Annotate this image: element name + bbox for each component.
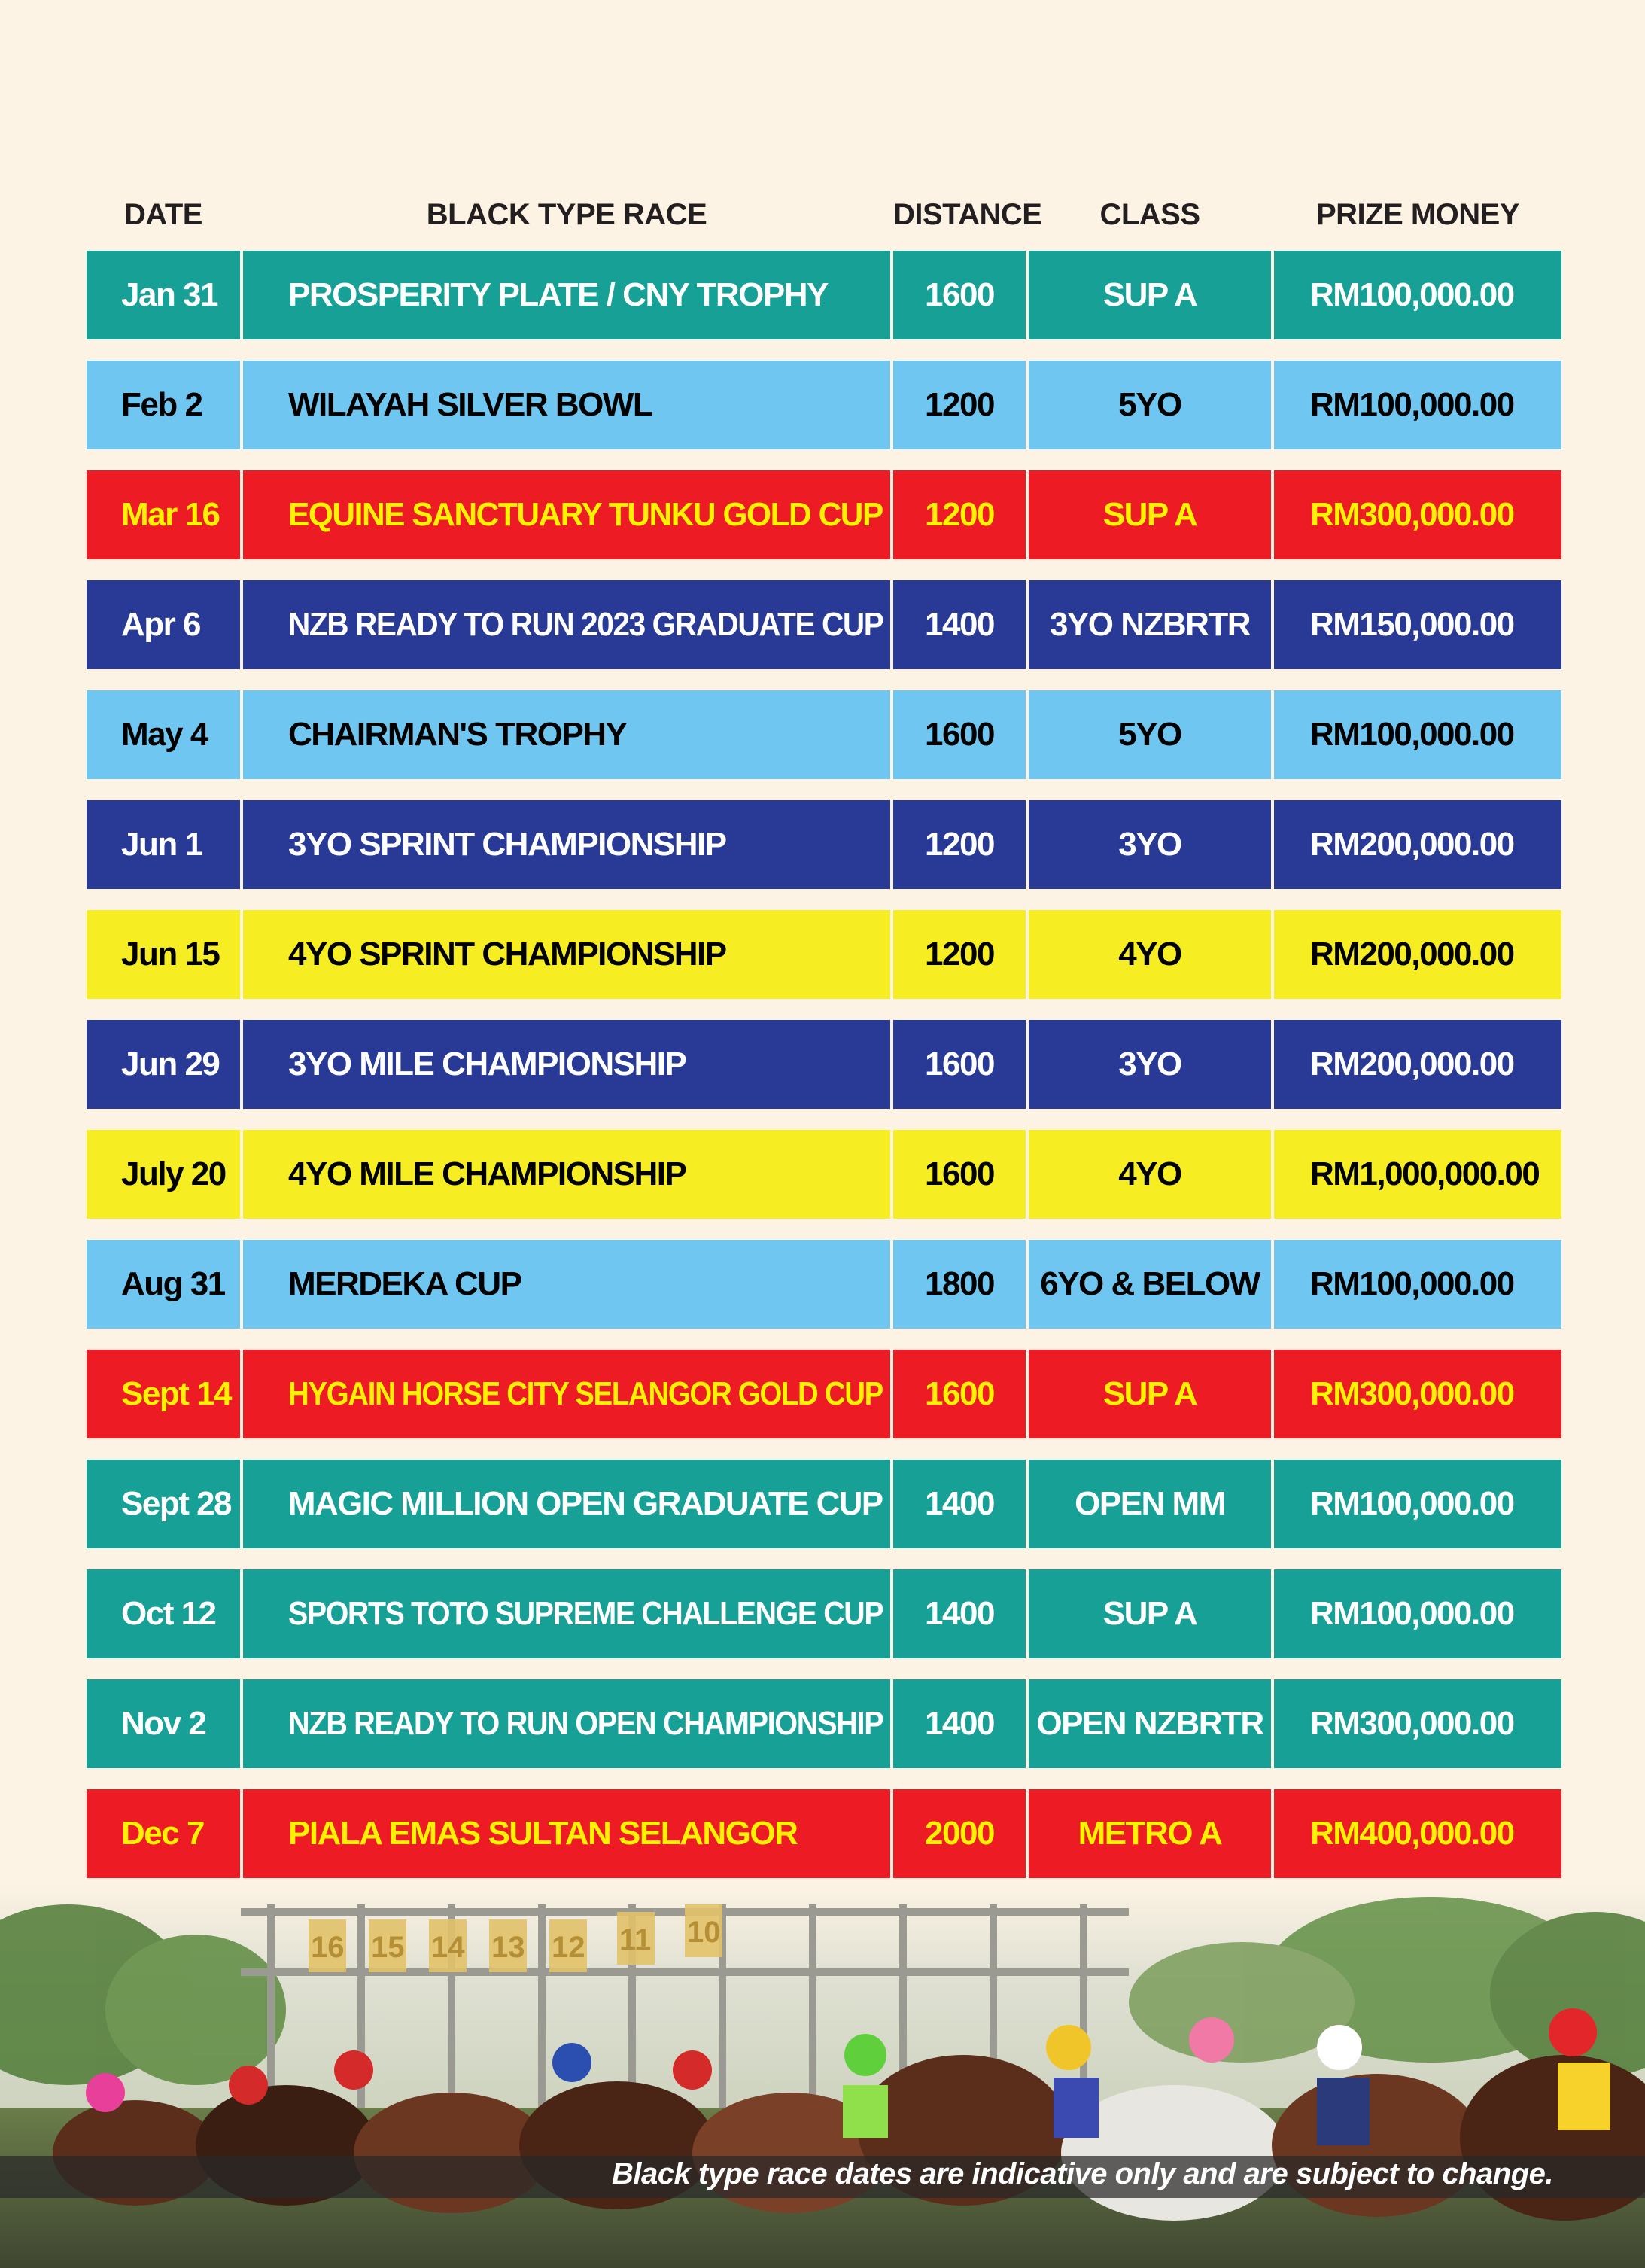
cell-class: SUP A (1029, 470, 1271, 559)
cell-race: PROSPERITY PLATE / CNY TROPHY (243, 251, 890, 339)
cell-prize: RM400,000.00 (1274, 1789, 1561, 1878)
cell-prize: RM100,000.00 (1274, 1460, 1561, 1548)
cell-race: NZB READY TO RUN OPEN CHAMPIONSHIP (243, 1679, 890, 1768)
cell-date: Nov 2 (87, 1679, 240, 1768)
table-row (87, 1460, 1549, 1548)
cell-date: Aug 31 (87, 1240, 240, 1329)
cell-prize: RM300,000.00 (1274, 1350, 1561, 1438)
header-date: DATE (124, 197, 202, 231)
cell-distance: 1600 (893, 1130, 1026, 1219)
cell-prize: RM150,000.00 (1274, 580, 1561, 669)
cell-prize: RM200,000.00 (1274, 800, 1561, 889)
table-row (87, 690, 1549, 779)
cell-date: Feb 2 (87, 361, 240, 449)
cell-race: WILAYAH SILVER BOWL (243, 361, 890, 449)
gate-number: 14 (431, 1931, 465, 1964)
cell-distance: 2000 (893, 1789, 1026, 1878)
cell-class: 3YO (1029, 1020, 1271, 1109)
cell-distance: 1200 (893, 361, 1026, 449)
cell-race: 3YO MILE CHAMPIONSHIP (243, 1020, 890, 1109)
gate-number: 15 (371, 1931, 405, 1964)
cell-class: 4YO (1029, 1130, 1271, 1219)
cell-race: 4YO MILE CHAMPIONSHIP (243, 1130, 890, 1219)
table-row (87, 1240, 1549, 1329)
gate-number: 11 (619, 1923, 652, 1956)
gate-number: 13 (491, 1931, 525, 1964)
cell-class: SUP A (1029, 1569, 1271, 1658)
cell-race: NZB READY TO RUN 2023 GRADUATE CUP (243, 580, 890, 669)
race-calendar-table (87, 192, 1549, 1899)
cell-class: 3YO (1029, 800, 1271, 889)
cell-race: PIALA EMAS SULTAN SELANGOR (243, 1789, 890, 1878)
cell-distance: 1200 (893, 910, 1026, 999)
cell-prize: RM100,000.00 (1274, 361, 1561, 449)
cell-date: Mar 16 (87, 470, 240, 559)
cell-date: Jun 15 (87, 910, 240, 999)
cell-prize: RM200,000.00 (1274, 1020, 1561, 1109)
cell-date: Sept 28 (87, 1460, 240, 1548)
gate-number: 16 (311, 1931, 345, 1964)
cell-date: Sept 14 (87, 1350, 240, 1438)
cell-date: May 4 (87, 690, 240, 779)
table-row (87, 361, 1549, 449)
header-distance: DISTANCE (893, 197, 1042, 231)
table-row (87, 580, 1549, 669)
cell-class: 3YO NZBRTR (1029, 580, 1271, 669)
cell-distance: 1600 (893, 1020, 1026, 1109)
cell-prize: RM100,000.00 (1274, 1569, 1561, 1658)
cell-class: SUP A (1029, 1350, 1271, 1438)
header-prize: PRIZE MONEY (1315, 197, 1520, 231)
cell-race: 3YO SPRINT CHAMPIONSHIP (243, 800, 890, 889)
disclaimer-text: Black type race dates are indicative only and are subject to change. (612, 2157, 1553, 2190)
cell-distance: 1600 (893, 690, 1026, 779)
cell-date: Oct 12 (87, 1569, 240, 1658)
cell-race: MERDEKA CUP (243, 1240, 890, 1329)
cell-race: HYGAIN HORSE CITY SELANGOR GOLD CUP (243, 1350, 890, 1438)
cell-race: MAGIC MILLION OPEN GRADUATE CUP (243, 1460, 890, 1548)
table-row (87, 910, 1549, 999)
cell-class: SUP A (1029, 251, 1271, 339)
table-row (87, 470, 1549, 559)
cell-class: OPEN NZBRTR (1029, 1679, 1271, 1768)
table-header (87, 192, 1549, 237)
cell-date: Jun 29 (87, 1020, 240, 1109)
table-row (87, 1350, 1549, 1438)
cell-race: 4YO SPRINT CHAMPIONSHIP (243, 910, 890, 999)
cell-class: 4YO (1029, 910, 1271, 999)
cell-class: 6YO & BELOW (1029, 1240, 1271, 1329)
starting-gate-illustration (0, 1882, 1645, 2268)
cell-distance: 1600 (893, 251, 1026, 339)
cell-prize: RM300,000.00 (1274, 470, 1561, 559)
cell-race: CHAIRMAN'S TROPHY (243, 690, 890, 779)
header-class: CLASS (1099, 197, 1200, 231)
cell-date: Apr 6 (87, 580, 240, 669)
table-row (87, 1569, 1549, 1658)
cell-class: 5YO (1029, 690, 1271, 779)
cell-distance: 1400 (893, 1460, 1026, 1548)
cell-class: METRO A (1029, 1789, 1271, 1878)
cell-distance: 1600 (893, 1350, 1026, 1438)
gate-number: 12 (552, 1931, 585, 1964)
cell-class: 5YO (1029, 361, 1271, 449)
cell-race: EQUINE SANCTUARY TUNKU GOLD CUP (243, 470, 890, 559)
cell-date: Jan 31 (87, 251, 240, 339)
cell-distance: 1400 (893, 580, 1026, 669)
table-row (87, 1020, 1549, 1109)
cell-prize: RM100,000.00 (1274, 251, 1561, 339)
cell-distance: 1400 (893, 1569, 1026, 1658)
cell-prize: RM300,000.00 (1274, 1679, 1561, 1768)
cell-prize: RM100,000.00 (1274, 1240, 1561, 1329)
table-row (87, 1789, 1549, 1878)
table-row (87, 251, 1549, 339)
table-row (87, 1130, 1549, 1219)
table-row (87, 800, 1549, 889)
cell-prize: RM1,000,000.00 (1274, 1130, 1561, 1219)
cell-class: OPEN MM (1029, 1460, 1271, 1548)
horse-race-photo (0, 1882, 1645, 2268)
cell-prize: RM100,000.00 (1274, 690, 1561, 779)
cell-distance: 1200 (893, 800, 1026, 889)
cell-race: SPORTS TOTO SUPREME CHALLENGE CUP (243, 1569, 890, 1658)
cell-distance: 1200 (893, 470, 1026, 559)
cell-date: Dec 7 (87, 1789, 240, 1878)
cell-date: July 20 (87, 1130, 240, 1219)
cell-distance: 1800 (893, 1240, 1026, 1329)
cell-date: Jun 1 (87, 800, 240, 889)
header-race: BLACK TYPE RACE (426, 197, 707, 231)
cell-distance: 1400 (893, 1679, 1026, 1768)
cell-prize: RM200,000.00 (1274, 910, 1561, 999)
gate-number: 10 (687, 1916, 721, 1949)
table-row (87, 1679, 1549, 1768)
